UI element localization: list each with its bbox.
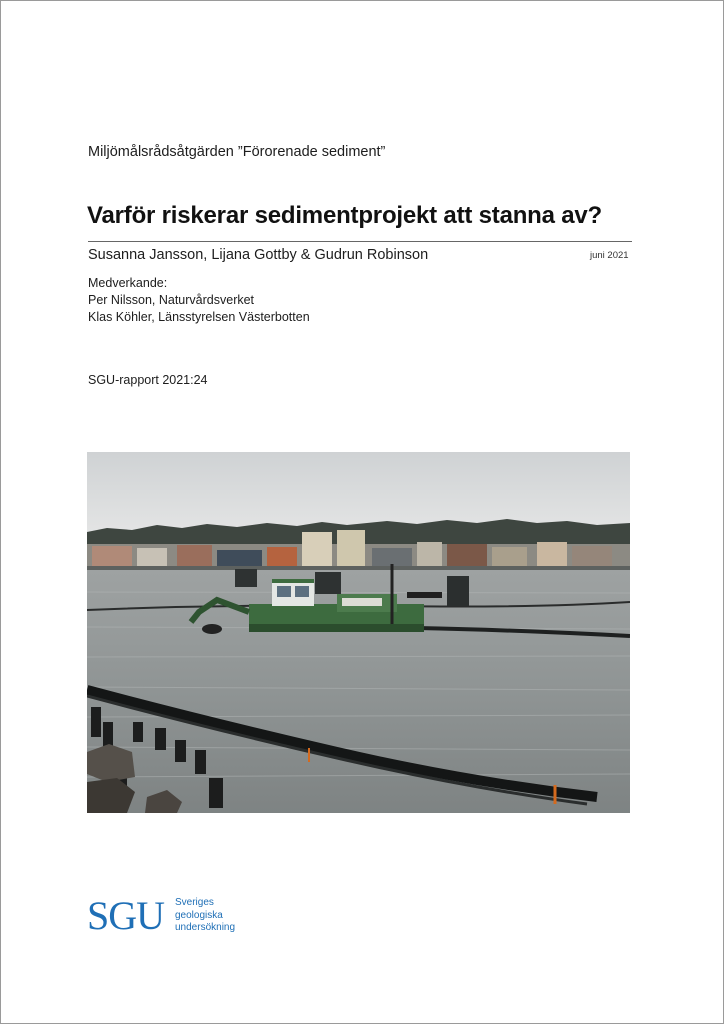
publication-date: juni 2021 [590,250,629,261]
report-id: SGU-rapport 2021:24 [88,373,208,387]
contributor-item: Per Nilsson, Naturvårdsverket [88,293,255,307]
sgu-logo-mark: SGU [87,893,165,938]
page-title: Varför riskerar sedimentprojekt att stanna av? [87,202,603,229]
contributors-heading: Medverkande: [88,276,168,290]
contributors-block [88,275,310,326]
contributor-item: Klas Köhler, Länsstyrelsen Västerbotten [88,310,310,324]
title-divider [88,241,632,242]
cover-photo-dredging [87,452,630,813]
series-line: Miljömålsrådsåtgärden ”Förorenade sediment” [88,144,386,160]
logo-line: Sveriges [175,897,214,908]
authors-line: Susanna Jansson, Lijana Gottby & Gudrun Robinson [88,247,429,263]
logo-line: undersökning [175,922,236,933]
logo-line: geologiska [175,909,223,921]
sgu-logo-text [175,897,235,935]
